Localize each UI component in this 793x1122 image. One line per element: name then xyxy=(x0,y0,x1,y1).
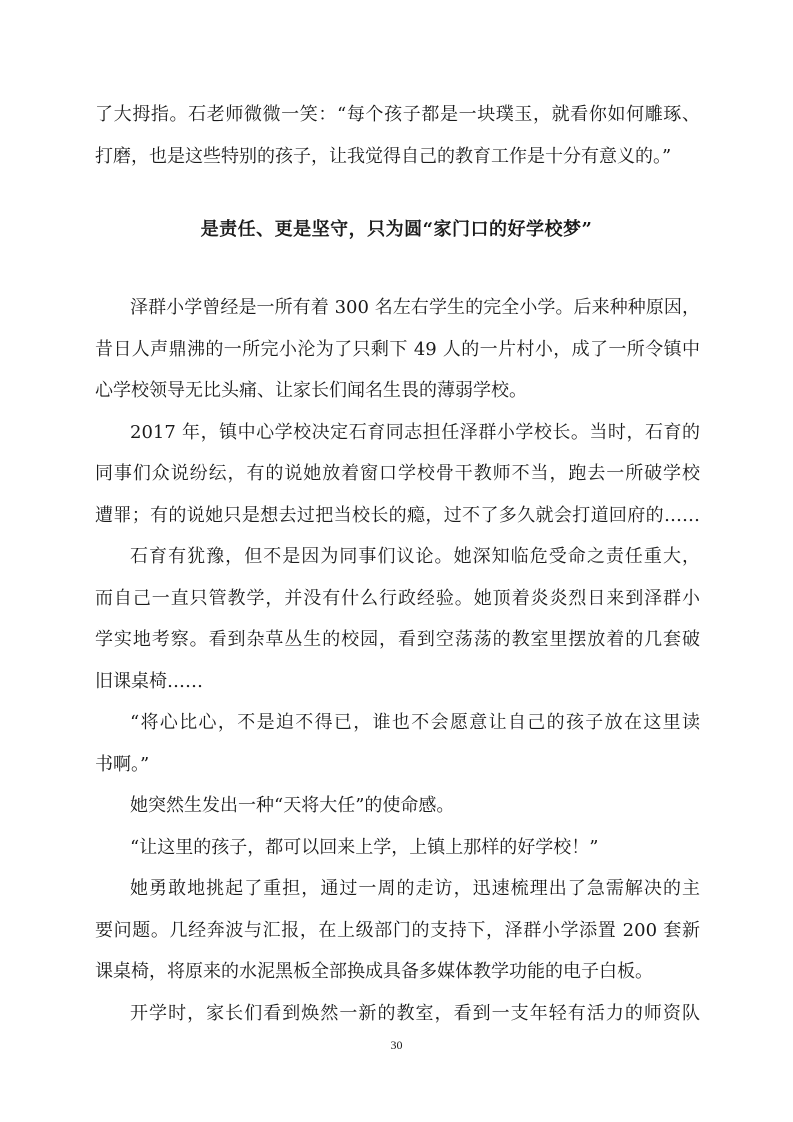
paragraph-line: 旧课桌椅…… xyxy=(95,671,203,692)
section-heading: 是责任、更是坚守，只为圆“家门口的好学校梦” xyxy=(200,219,593,240)
paragraph-line: 课桌椅，将原来的水泥黑板全部换成具备多媒体教学功能的电子白板。 xyxy=(95,961,653,982)
paragraph-line: 心学校领导无比头痛、让家长们闻名生畏的薄弱学校。 xyxy=(95,380,527,401)
paragraph-line: 石育有犹豫，但不是因为同事们议论。她深知临危受命之责任重大， xyxy=(130,546,700,567)
paragraph-line: 同事们众说纷纭，有的说她放着窗口学校骨干教师不当，跑去一所破学校 xyxy=(95,463,700,484)
paragraph-line: 2017 年，镇中心学校决定石育同志担任泽群小学校长。当时，石育的 xyxy=(130,422,700,443)
paragraph-line: “让这里的孩子，都可以回来上学，上镇上那样的好学校！” xyxy=(130,837,599,858)
page-number: 30 xyxy=(390,1038,403,1052)
paragraph-line: 而自己一直只管教学，并没有什么行政经验。她顶着炎炎烈日来到泽群小 xyxy=(95,588,700,609)
paragraph-line: 了大拇指。石老师微微一笑：“每个孩子都是一块璞玉，就看你如何雕琢、 xyxy=(95,104,700,125)
paragraph-line: 泽群小学曾经是一所有着 300 名左右学生的完全小学。后来种种原因， xyxy=(130,297,700,318)
paragraph-line: 开学时，家长们看到焕然一新的教室，看到一支年轻有活力的师资队 xyxy=(130,1003,700,1024)
paragraph-line: 遭罪；有的说她只是想去过把当校长的瘾，过不了多久就会打道回府的…… xyxy=(95,505,700,526)
paragraph-line: 昔日人声鼎沸的一所完小沦为了只剩下 49 人的一片村小，成了一所令镇中 xyxy=(95,339,700,360)
paragraph-line: “将心比心，不是迫不得已，谁也不会愿意让自己的孩子放在这里读 xyxy=(130,712,700,733)
paragraph-line: 打磨，也是这些特别的孩子，让我觉得自己的教育工作是十分有意义的。” xyxy=(95,146,672,167)
paragraph-line: 她突然生发出一种“天将大任”的使命感。 xyxy=(130,795,455,816)
paragraph-line: 学实地考察。看到杂草丛生的校园，看到空荡荡的教室里摆放着的几套破 xyxy=(95,629,700,650)
paragraph-line: 书啊。” xyxy=(95,754,150,775)
paragraph-line: 她勇敢地挑起了重担，通过一周的走访，迅速梳理出了急需解决的主 xyxy=(130,878,700,899)
paragraph-line: 要问题。几经奔波与汇报，在上级部门的支持下，泽群小学添置 200 套新 xyxy=(95,920,700,941)
